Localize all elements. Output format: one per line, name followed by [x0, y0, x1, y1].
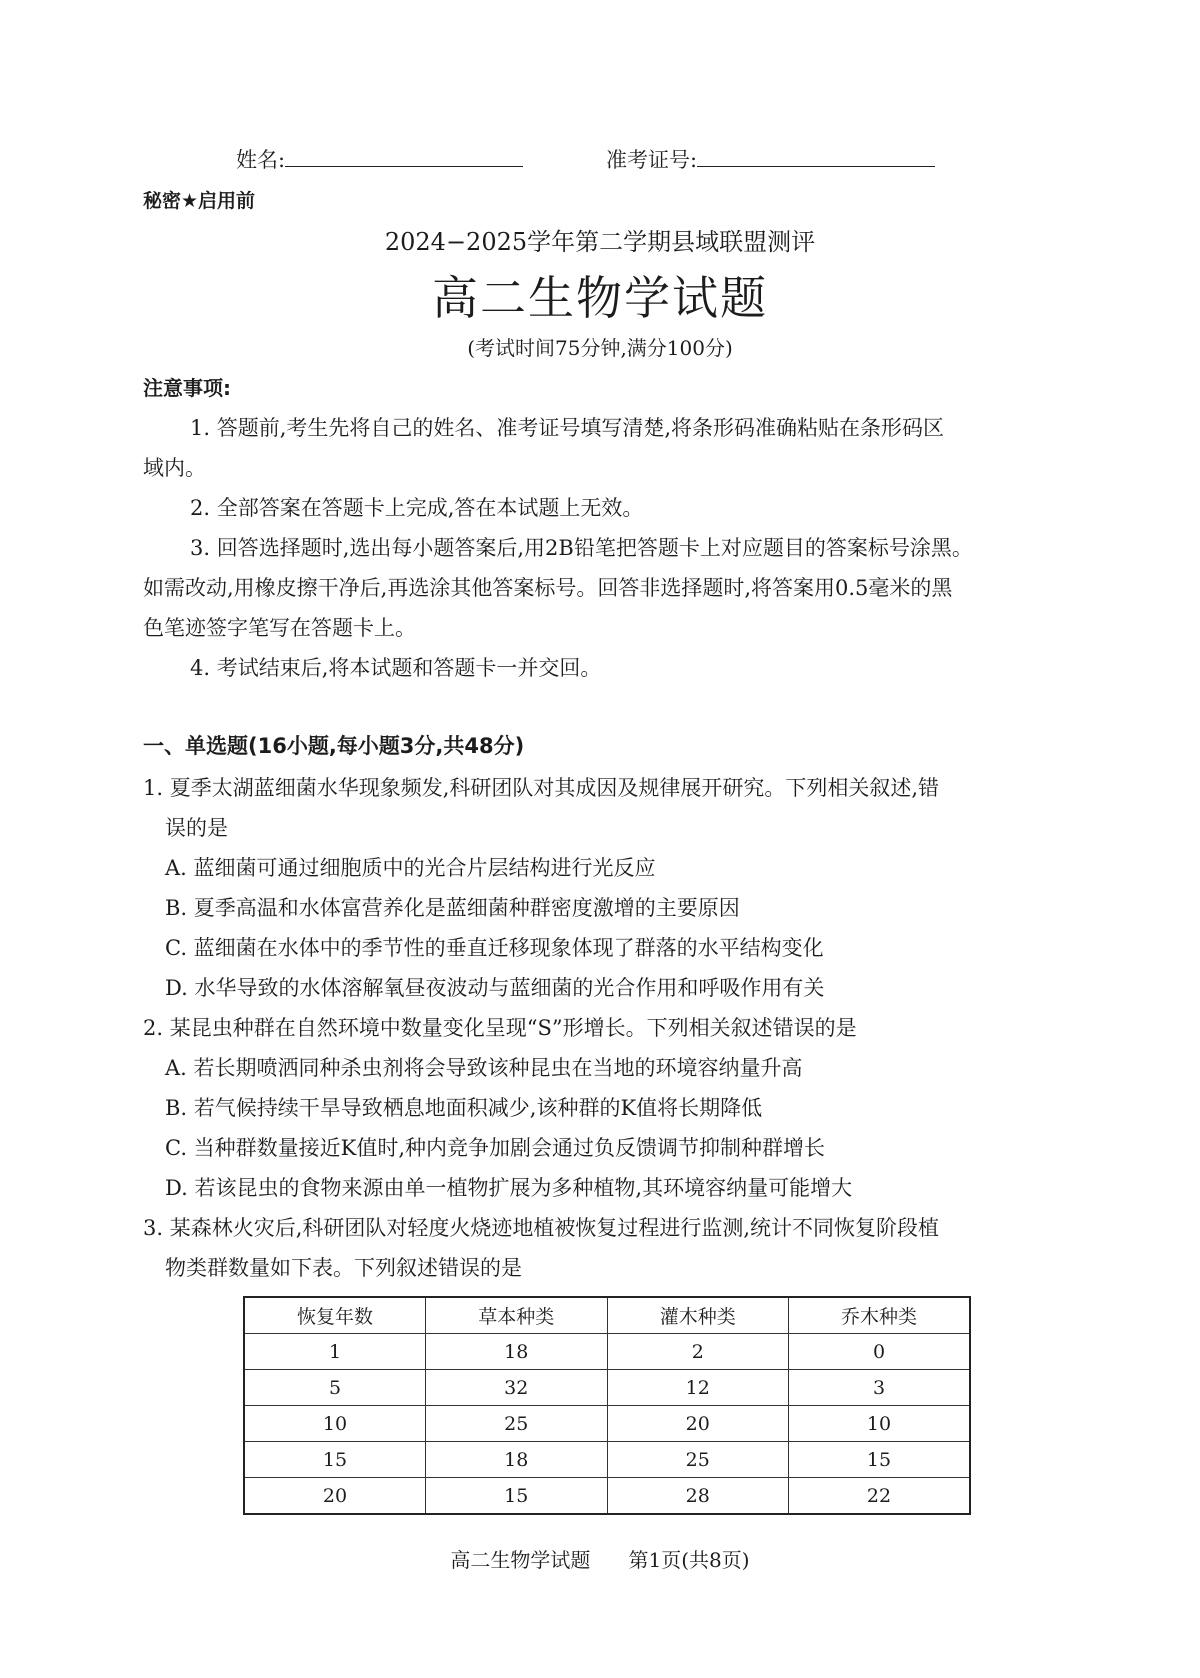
question-1-option-a: A. 蓝细菌可通过细胞质中的光合片层结构进行光反应 [165, 856, 656, 880]
exam-id-label: 准考证号: [606, 148, 698, 172]
table-cell: 10 [244, 1406, 426, 1442]
table-header-cell: 草本种类 [426, 1297, 608, 1334]
table-cell: 15 [426, 1478, 608, 1515]
exam-id-field [606, 144, 935, 174]
name-field [236, 144, 523, 174]
exam-time-info: (考试时间75分钟,满分100分) [467, 336, 733, 360]
table-cell: 15 [244, 1442, 426, 1478]
table-header-cell: 灌木种类 [607, 1297, 789, 1334]
table-cell: 12 [607, 1370, 789, 1406]
table-cell: 20 [607, 1406, 789, 1442]
table-cell: 15 [789, 1442, 971, 1478]
notice-line: 色笔迹签字笔写在答题卡上。 [143, 616, 416, 640]
table-row [244, 1406, 970, 1442]
table-row [244, 1478, 970, 1515]
question-3-stem: 3. 某森林火灾后,科研团队对轻度火烧迹地植被恢复过程进行监测,统计不同恢复阶段植 [143, 1216, 940, 1240]
table-row [244, 1370, 970, 1406]
table-cell: 25 [607, 1442, 789, 1478]
name-label: 姓名: [236, 148, 286, 172]
question-2-stem: 2. 某昆虫种群在自然环境中数量变化呈现“S”形增长。下列相关叙述错误的是 [143, 1016, 857, 1040]
table-cell: 2 [607, 1334, 789, 1370]
question-1-option-c: C. 蓝细菌在水体中的季节性的垂直迁移现象体现了群落的水平结构变化 [165, 936, 824, 960]
question-2-option-a: A. 若长期喷洒同种杀虫剂将会导致该种昆虫在当地的环境容纳量升高 [165, 1056, 803, 1080]
notice-line: 2. 全部答案在答题卡上完成,答在本试题上无效。 [190, 496, 644, 520]
exam-subtitle: 2024−2025学年第二学期县域联盟测评 [384, 228, 816, 256]
table-cell: 0 [789, 1334, 971, 1370]
table-cell: 18 [426, 1442, 608, 1478]
question-1-option-d: D. 水华导致的水体溶解氧昼夜波动与蓝细菌的光合作用和呼吸作用有关 [165, 976, 825, 1000]
table-cell: 10 [789, 1406, 971, 1442]
question-2-option-d: D. 若该昆虫的食物来源由单一植物扩展为多种植物,其环境容纳量可能增大 [165, 1176, 853, 1200]
table-cell: 18 [426, 1334, 608, 1370]
notice-line: 如需改动,用橡皮擦干净后,再选涂其他答案标号。回答非选择题时,将答案用0.5毫米的黑 [143, 576, 953, 600]
table-row [244, 1442, 970, 1478]
question-1-option-b: B. 夏季高温和水体富营养化是蓝细菌种群密度激增的主要原因 [165, 896, 740, 920]
table-cell: 20 [244, 1478, 426, 1515]
table-header-row [244, 1297, 970, 1334]
table-cell: 32 [426, 1370, 608, 1406]
notice-line: 域内。 [143, 456, 206, 480]
table-header-cell: 乔木种类 [789, 1297, 971, 1334]
notice-line: 1. 答题前,考生先将自己的姓名、准考证号填写清楚,将条形码准确粘贴在条形码区 [190, 416, 945, 440]
table-cell: 22 [789, 1478, 971, 1515]
section-heading: 一、单选题(16小题,每小题3分,共48分) [143, 734, 525, 758]
table-cell: 1 [244, 1334, 426, 1370]
question-2-option-b: B. 若气候持续干旱导致栖息地面积减少,该种群的K值将长期降低 [165, 1096, 763, 1120]
name-blank-line [285, 144, 523, 167]
question-1-stem: 1. 夏季太湖蓝细菌水华现象频发,科研团队对其成因及规律展开研究。下列相关叙述,错 [143, 776, 940, 800]
table-cell: 28 [607, 1478, 789, 1515]
table-cell: 3 [789, 1370, 971, 1406]
table-header-cell: 恢复年数 [244, 1297, 426, 1334]
vegetation-recovery-table [243, 1296, 971, 1515]
question-3-stem-cont: 物类群数量如下表。下列叙述错误的是 [165, 1256, 522, 1280]
table-cell: 5 [244, 1370, 426, 1406]
exam-title: 高二生物学试题 [432, 271, 768, 325]
question-1-stem-cont: 误的是 [165, 816, 228, 840]
notice-line: 4. 考试结束后,将本试题和答题卡一并交回。 [190, 656, 602, 680]
exam-id-blank-line [697, 144, 935, 167]
confidential-mark: 秘密★启用前 [143, 190, 256, 212]
notice-heading: 注意事项: [143, 376, 231, 400]
table-cell: 25 [426, 1406, 608, 1442]
question-2-option-c: C. 当种群数量接近K值时,种内竞争加剧会通过负反馈调节抑制种群增长 [165, 1136, 826, 1160]
table-row [244, 1334, 970, 1370]
page-footer: 高二生物学试题 第1页(共8页) [450, 1548, 750, 1572]
notice-line: 3. 回答选择题时,选出每小题答案后,用2B铅笔把答题卡上对应题目的答案标号涂黑。 [190, 536, 973, 560]
